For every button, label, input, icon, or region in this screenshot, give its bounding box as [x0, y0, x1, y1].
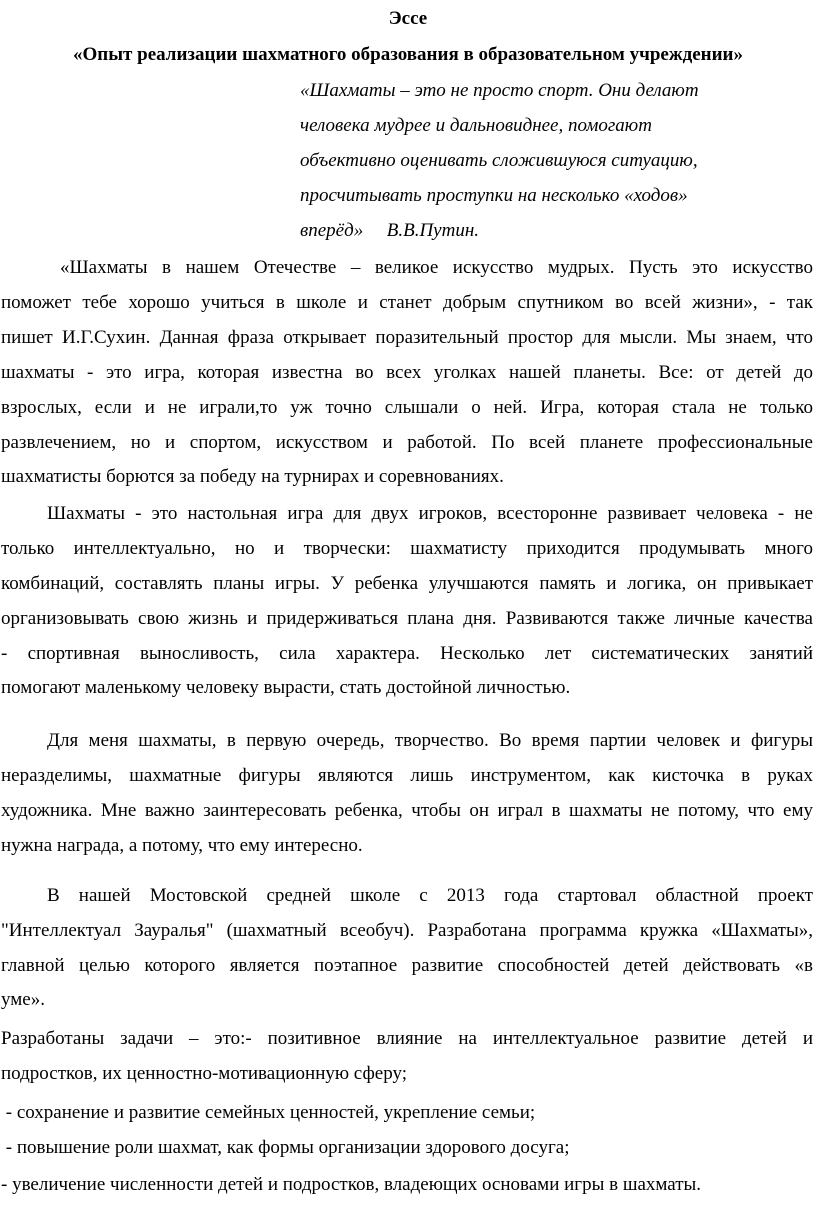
- paragraph-4-line: В нашей Мостовской средней школе с 2013 года стартовал областной проект: [47, 885, 813, 906]
- paragraph-2-line: комбинаций, составлять планы игры. У ребенка улучшаются память и логика, он привыкает: [1, 573, 813, 594]
- paragraph-2-line: помогают маленькому человеку вырасти, стать достойной личностью.: [1, 677, 571, 698]
- paragraph-3-line: неразделимы, шахматные фигуры являются лишь инструментом, как кисточка в руках: [1, 765, 813, 786]
- paragraph-4-line: главной целью которого является поэтапное развитие способностей детей действовать «в: [1, 955, 813, 976]
- document-title: Эссе: [388, 8, 428, 29]
- epigraph-line: «Шахматы – это не просто спорт. Они делают: [300, 80, 699, 101]
- paragraph-1-line: развлечением, но и спортом, искусством и работой. По всей планете профессиональные: [1, 432, 813, 453]
- paragraph-2-line: только интеллектуально, но и творчески: шахматисту приходится продумывать много: [1, 538, 813, 559]
- paragraph-1-line: «Шахматы в нашем Отечестве – великое искусство мудрых. Пусть это искусство: [60, 257, 813, 278]
- paragraph-4-line: уме».: [1, 989, 45, 1010]
- paragraph-3-line: художника. Мне важно заинтересовать ребенка, чтобы он играл в шахматы не потому, что ему: [1, 800, 813, 821]
- epigraph-line: человека мудрее и дальновиднее, помогают: [300, 115, 652, 136]
- list-item: - сохранение и развитие семейных ценностей, укрепление семьи;: [1, 1102, 536, 1123]
- epigraph-last-line: [300, 221, 479, 240]
- list-item: - увеличение численности детей и подростков, владеющих основами игры в шахматы.: [1, 1174, 702, 1195]
- paragraph-3-line: Для меня шахматы, в первую очередь, творчество. Во время партии человек и фигуры: [47, 730, 813, 751]
- paragraph-1-line: пишет И.Г.Сухин. Данная фраза открывает поразительный простор для мысли. Мы знаем, что: [1, 327, 813, 348]
- epigraph-end-text: вперёд»: [300, 220, 364, 241]
- paragraph-1-line: поможет тебе хорошо учиться в школе и станет добрым спутником во всей жизни», - так: [1, 292, 813, 313]
- epigraph-author: В.В.Путин.: [386, 220, 479, 241]
- paragraph-5-line: подростков, их ценностно-мотивационную сферу;: [1, 1063, 407, 1084]
- paragraph-2-line: организовывать свою жизнь и придерживаться плана дня. Развиваются также личные качества: [1, 608, 813, 629]
- paragraph-1-line: взрослых, если и не играли,то уж точно слышали о ней. Игра, которая стала не только: [1, 397, 813, 418]
- paragraph-3-line: нужна награда, а потому, что ему интересно.: [1, 835, 363, 856]
- paragraph-1-line: шахматы - это игра, которая известна во всех уголках нашей планеты. Все: от детей до: [1, 362, 813, 383]
- paragraph-1-line: шахматисты борются за победу на турнирах и соревнованиях.: [1, 466, 504, 487]
- epigraph-line: объективно оценивать сложившуюся ситуацию,: [300, 150, 698, 171]
- paragraph-2-line: Шахматы - это настольная игра для двух игроков, всесторонне развивает человека - не: [47, 503, 813, 524]
- epigraph-line: просчитывать проступки на несколько «ходов»: [300, 185, 688, 206]
- paragraph-2-line: - спортивная выносливость, сила характера. Несколько лет систематических занятий: [1, 643, 813, 664]
- paragraph-4-line: "Интеллектуал Зауралья" (шахматный всеобуч). Разработана программа кружка «Шахматы»,: [1, 920, 813, 941]
- list-item: - повышение роли шахмат, как формы организации здорового досуга;: [1, 1137, 570, 1158]
- paragraph-5-line: Разработаны задачи – это:- позитивное влияние на интеллектуальное развитие детей и: [1, 1028, 813, 1049]
- document-subtitle: «Опыт реализации шахматного образования в образовательном учреждении»: [72, 44, 744, 65]
